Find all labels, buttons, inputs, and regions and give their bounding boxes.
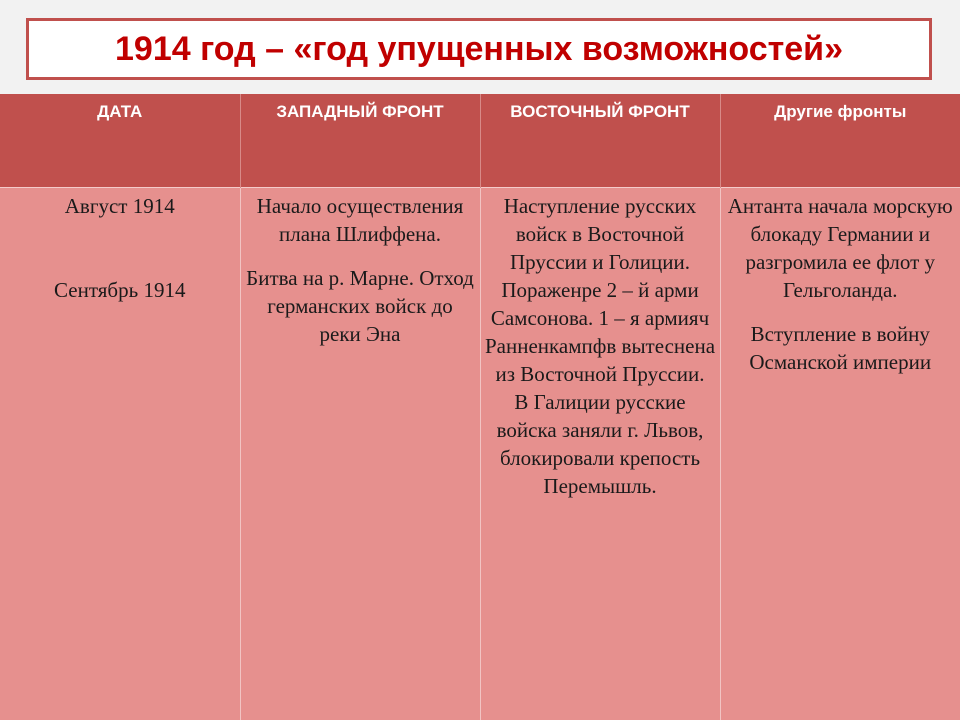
other-fronts-blockade: Антанта начала морскую блокаду Германии и разгромила ее флот у Гельголанда. <box>727 194 953 302</box>
west-front-august: Начало осуществления плана Шлиффена. <box>256 194 464 246</box>
other-fronts-ottoman: Вступление в войну Османской империи <box>749 322 932 374</box>
east-front-galicia: В Галиции русские войска заняли г. Львов, блокировали крепость Перемышль. <box>496 390 704 498</box>
header-date: ДАТА <box>0 94 240 188</box>
date-september: Сентябрь 1914 <box>54 278 186 302</box>
date-august: Август 1914 <box>64 194 175 218</box>
header-row <box>0 94 960 188</box>
table-row <box>0 188 960 720</box>
header-other-fronts: Другие фронты <box>720 94 960 188</box>
east-front-prussia: Наступление русских войск в Восточной Пруссии и Голиции. Пораженре 2 – й арми Самсонова. 1 – я армияч Ранненкампфв вытеснена из Восточной Пруссии. <box>484 194 716 386</box>
events-table <box>0 94 960 720</box>
header-west-front: ЗАПАДНЫЙ ФРОНТ <box>240 94 480 188</box>
slide-title: 1914 год – «год упущенных возможностей» <box>115 29 843 68</box>
west-front-cell <box>240 188 480 720</box>
west-front-september: Битва на р. Марне. Отход германских войск до реки Эна <box>246 266 474 346</box>
east-front-cell <box>480 188 720 720</box>
slide-title-box <box>26 18 932 80</box>
other-fronts-cell <box>720 188 960 720</box>
date-cell <box>0 188 240 720</box>
header-east-front: ВОСТОЧНЫЙ ФРОНТ <box>480 94 720 188</box>
